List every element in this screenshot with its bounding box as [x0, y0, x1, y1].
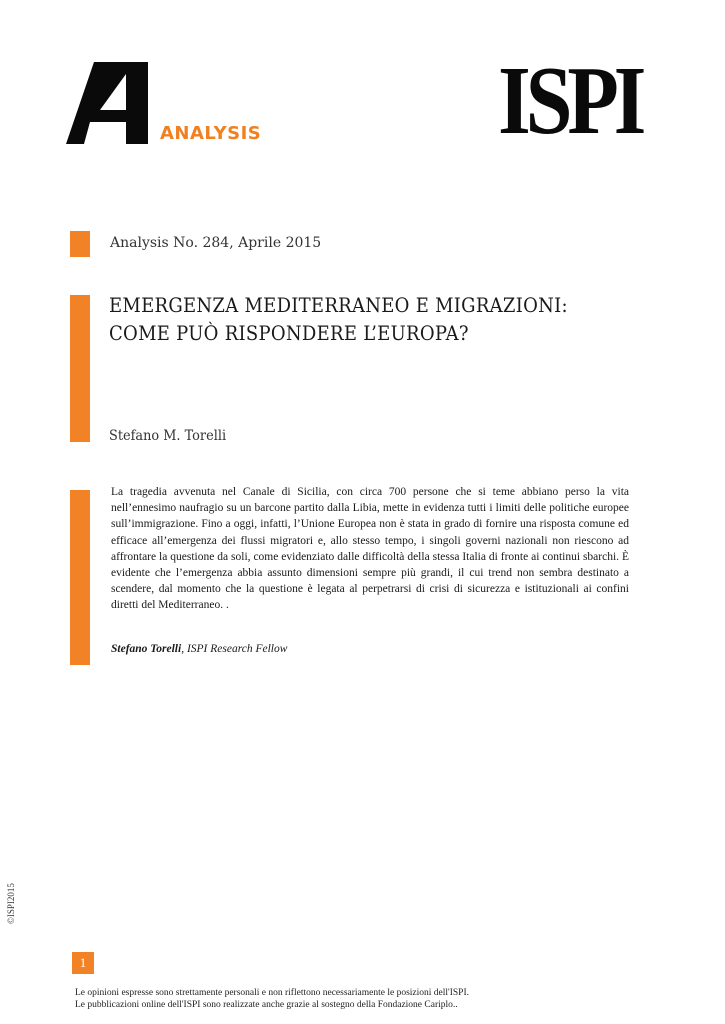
- analysis-number: Analysis No. 284, Aprile 2015: [110, 235, 322, 251]
- title-line-2: COME PUÒ RISPONDERE L’EUROPA?: [109, 321, 469, 345]
- footer-line-1: Le opinioni espresse sono strettamente personali e non riflettono necessariamente le posizioni dell'ISPI.: [75, 988, 470, 998]
- analysis-a-logo-icon: [66, 62, 148, 144]
- abstract-text: La tragedia avvenuta nel Canale di Sicilia, con circa 700 persone che si teme abbiano perso la vita nell’ennesimo naufragio su un barcone partito dalla Libia, mette in evidenza tutti i limiti delle politiche europee sull’immigrazione. Fino a oggi, infatti, l’Unione Europea non è stata in grado di fornire una risposta comune ed efficace all’emergenza dei flussi migratori e, allo stesso tempo, i singoli governi nazionali non riescono ad affrontare la questione da soli, come evidenziato dalle difficoltà della stessa Italia di fronte ai continui sbarchi. È evidente che l’emergenza abbia assunto dimensioni sempre più grandi, il cui trend non sembra destinato a scendere, dal momento che la questione è legata al perpetrarsi di crisi di sicurezza e istituzionali ai confini diretti del Mediterraneo. .: [111, 486, 629, 612]
- title-accent-bar: [70, 295, 90, 442]
- author-name: Stefano M. Torelli: [109, 428, 227, 444]
- ispi-logo: ISPI: [498, 47, 642, 155]
- footer-line-2: Le pubblicazioni online dell'ISPI sono realizzate anche grazie al sostegno della Fondazione Cariplo..: [75, 1000, 458, 1010]
- byline-name: Stefano Torelli: [111, 643, 182, 655]
- accent-square: [70, 231, 90, 257]
- copyright-notice: ©ISPI2015: [6, 883, 16, 924]
- series-label: ANALYSIS: [160, 123, 262, 144]
- footer-disclaimer: [75, 987, 469, 1011]
- title-line-1: EMERGENZA MEDITERRANEO E MIGRAZIONI:: [109, 293, 568, 317]
- page-title: [109, 291, 613, 347]
- byline-role: , ISPI Research Fellow: [181, 643, 288, 655]
- author-byline: [111, 643, 287, 655]
- page-number: 1: [72, 952, 94, 974]
- abstract-accent-bar: [70, 490, 90, 665]
